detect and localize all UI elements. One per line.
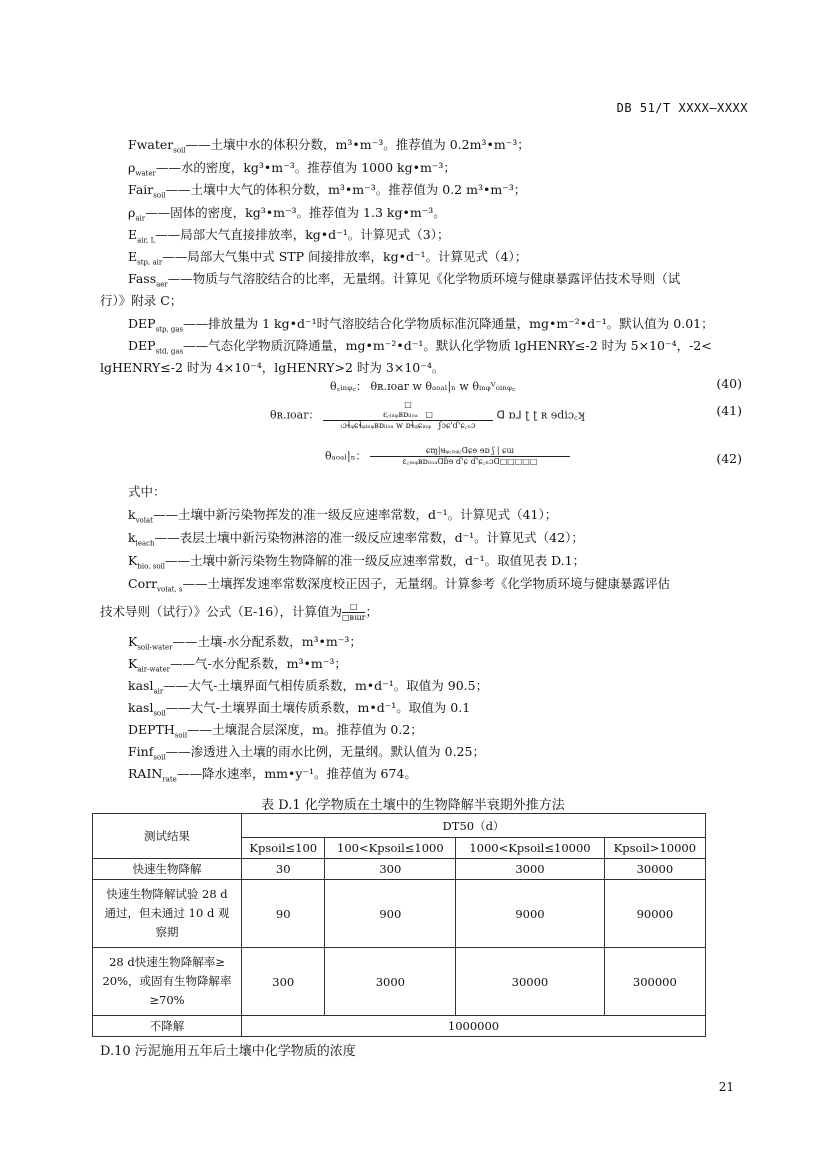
definition-text: ——气-水分配系数，m³•m⁻³；: [169, 656, 347, 671]
definition-line: [128, 160, 456, 176]
definition-text: ——土壤中大气的体积分数，m³•m⁻³。推荐值为 0.2 m³•m⁻³；: [165, 182, 527, 197]
definition-text: ——水的密度，kg³•m⁻³。推荐值为 1000 kg•m⁻³；: [155, 160, 456, 175]
row-label-line: 察期: [155, 925, 179, 939]
symbol: Finf: [128, 744, 154, 759]
symbol: Fwater: [128, 137, 174, 152]
definition-line: [128, 227, 449, 243]
symbol-subscript: soil: [174, 731, 188, 740]
corr-fraction: $\frac{□}{\text{□ʙɯr}}$: [342, 602, 366, 622]
equation-number-42: (42): [716, 451, 742, 466]
variable-line: [128, 744, 485, 760]
subheader: 100<Kpsoil≤1000: [325, 838, 456, 859]
cell: 300: [325, 859, 456, 880]
definition-text: ——土壤挥发速率常数深度校正因子，无量纲。计算参考《化学物质环境与健康暴露评估: [182, 576, 670, 591]
definition-text: ——表层土壤中新污染物淋溶的准一级反应速率常数，d⁻¹。计算见式（42）；: [154, 530, 584, 545]
symbol: DEPTH: [128, 722, 175, 737]
page-number: 21: [718, 1080, 734, 1094]
definition-line: [128, 137, 530, 153]
symbol-subscript: soil: [153, 191, 166, 200]
equation-42-numerator: ɕɱ|ʉᵩ꜀ₙᵩ꜀ᗡɕɘ ɘɒ ʃ | ɕɯ: [370, 446, 570, 457]
definition-line: [128, 249, 527, 265]
equation-40: θ꜀ᵢₙᵩ꜀： θʀ.ɪoar w θₐₒₐₗ|ₙ w θᵢₙᵩⱽₒᵢₙᵩ꜀: [330, 380, 516, 393]
symbol: E: [128, 227, 138, 242]
symbol: K: [128, 553, 138, 568]
cell: 300: [242, 948, 325, 1016]
symbol: kasl: [128, 678, 154, 693]
definition-line: [128, 316, 714, 332]
definition-text: ——排放量为 1 kg•d⁻¹时气溶胶结合化学物质标准沉降通量，mg•m⁻²•d⁻¹。默认值为 0.01；: [183, 316, 714, 331]
equation-41-fraction: □ ɛ꜀ᵢₙᵩʙɒᵢₗₒₐ □ ₜɔɬᵩɕɬᵩᵢₙᵩʙɒᵢₗₒₐ w ɒɬᵩɕᵢₙᵩ ʄɔɕ'ɗ'ɕ꜀ₙɔ: [323, 400, 493, 431]
cell: 3000: [456, 859, 605, 880]
doc-header: DB 51/T XXXX—XXXX: [616, 101, 748, 115]
cell: 3000: [325, 948, 456, 1016]
symbol: Fass: [128, 271, 157, 286]
symbol: DEP: [128, 338, 156, 353]
definition-line: [128, 271, 680, 287]
equation-41: [270, 400, 585, 431]
definition-text: ——固体的密度，kg³•m⁻³。推荐值为 1.3 kg•m⁻³。: [145, 205, 446, 220]
definition-text: ——土壤中水的体积分数，m³•m⁻³。推荐值为 0.2m³•m⁻³；: [185, 137, 530, 152]
symbol-subscript: soil: [153, 709, 166, 718]
symbol: kasl: [128, 700, 154, 715]
subheader: Kpsoil≤100: [242, 838, 325, 859]
variable-line: [128, 553, 585, 569]
symbol-subscript: water: [135, 169, 156, 178]
section-title: D.10 污泥施用五年后土壤中化学物质的浓度: [100, 1044, 356, 1059]
row-label-line: 通过，但未通过 10 d 观: [104, 906, 230, 920]
symbol-subscript: soil: [173, 146, 186, 155]
variable-line: [128, 766, 417, 782]
row-label-line: 20%，或固有生物降解率: [102, 974, 232, 988]
variable-line: [128, 656, 347, 672]
where-label: 式中：: [128, 484, 166, 499]
variable-line: [128, 576, 670, 592]
biodegradation-table: [92, 813, 706, 1037]
definition-text: ——土壤中新污染物挥发的准一级反应速率常数，d⁻¹。计算见式（41）；: [152, 507, 558, 522]
table-row: [93, 948, 706, 1016]
symbol-subscript: volat: [135, 516, 153, 525]
equation-number-40: (40): [716, 376, 742, 391]
symbol-subscript: leach: [135, 539, 155, 548]
symbol-subscript: rate: [162, 775, 177, 784]
variable-line: [128, 530, 584, 546]
symbol-subscript: air, L: [137, 236, 156, 245]
definition-continuation: lgHENRY≤-2 时为 4×10⁻⁴，lgHENRY>2 时为 3×10⁻⁴。: [100, 360, 445, 375]
col-header-test-result: 测试结果: [93, 814, 242, 859]
equation-41-rhs: ᗡ ɒ⅃ ʈ ʈ ʀ ɘdiɔ꜀ʞ: [496, 408, 585, 422]
row-label-line: ≥70%: [149, 993, 185, 1007]
symbol-subscript: air: [153, 687, 164, 696]
cell: 9000: [456, 880, 605, 948]
definition-text: ——降水速率，mm•y⁻¹。推荐值为 674。: [176, 766, 417, 781]
symbol: K: [128, 656, 138, 671]
symbol: Corr: [128, 576, 158, 591]
symbol-subscript: air: [135, 214, 146, 223]
equation-42: [325, 446, 570, 467]
definition-text: ——局部大气直接排放率，kg•d⁻¹。计算见式（3）；: [155, 227, 450, 242]
table-title: 表 D.1 化学物质在土壤中的生物降解半衰期外推方法: [261, 798, 565, 813]
subheader: Kpsoil>10000: [604, 838, 705, 859]
cell: 90: [242, 880, 325, 948]
definition-text: ——土壤中新污染物生物降解的准一级反应速率常数，d⁻¹。取值见表 D.1；: [165, 553, 586, 568]
symbol: k: [128, 507, 136, 522]
symbol-subscript: bio, soil: [137, 562, 166, 571]
definition-text: ——土壤混合层深度，m。推荐值为 0.2；: [187, 722, 423, 737]
row-label: 快速生物降解: [93, 859, 242, 880]
subheader: 1000<Kpsoil≤10000: [456, 838, 605, 859]
symbol: K: [128, 634, 138, 649]
symbol-subscript: soil-water: [137, 643, 173, 652]
cell: 1000000: [242, 1016, 706, 1037]
symbol-subscript: soil: [153, 753, 166, 762]
symbol: ρ: [128, 205, 136, 220]
definition-text: ——渗透进入土壤的雨水比例，无量纲。默认值为 0.25；: [165, 744, 485, 759]
equation-42-lhs: θₐₒₐₗ|ₙ：: [325, 449, 367, 463]
definition-line: [128, 182, 526, 198]
cell: 30000: [456, 948, 605, 1016]
symbol: RAIN: [128, 766, 163, 781]
row-label: 不降解: [93, 1016, 242, 1037]
symbol: k: [128, 530, 136, 545]
symbol-subscript: stp, gas: [155, 325, 184, 334]
row-label-line: 28 d快速生物降解率≥: [109, 955, 225, 969]
symbol-subscript: air-water: [137, 665, 170, 674]
definition-text: ——大气-土壤界面气相传质系数，m•d⁻¹。取值为 90.5；: [163, 678, 489, 693]
variable-line: [128, 700, 470, 716]
symbol: ρ: [128, 160, 136, 175]
cell: 300000: [604, 948, 705, 1016]
variable-line: [128, 507, 557, 523]
cell: 90000: [604, 880, 705, 948]
symbol: Fair: [128, 182, 154, 197]
equation-42-denominator: ɛ꜀ᵢₙᵩʙɒᵢₗₒₐᗡɓɘ ɗ'ɕ ɗ'ɕ꜀ₙɔᗡ□□□□□: [402, 457, 538, 466]
definition-continuation: 行）》附录 C；: [100, 293, 183, 308]
table-row: [93, 1016, 706, 1037]
definition-text: ——土壤-水分配系数，m³•m⁻³；: [172, 634, 362, 649]
cell: 30000: [604, 859, 705, 880]
symbol: DEP: [128, 316, 156, 331]
equation-number-41: (41): [716, 403, 742, 418]
table-row: [93, 859, 706, 880]
variable-line: [128, 722, 423, 738]
symbol-subscript: stp, air: [137, 258, 163, 267]
variable-continuation: 技术导则（试行）》公式（E-16），计算值为 $\frac{□}{\text{□ʙɯr}}$ ；: [100, 602, 378, 622]
symbol: E: [128, 249, 138, 264]
equation-42-fraction: [370, 446, 570, 467]
equation-41-lhs: θʀ.ɪoar：: [270, 408, 320, 422]
variable-line: [128, 634, 362, 650]
table-row: [93, 880, 706, 948]
row-label: [93, 880, 242, 948]
col-header-dt50: DT50（d）: [242, 814, 706, 838]
cell: 900: [325, 880, 456, 948]
symbol-subscript: aer: [156, 280, 168, 289]
definition-text: ——气态化学物质沉降通量，mg•m⁻²•d⁻¹。默认化学物质 lgHENRY≤-2 时为 5×10⁻⁴，-2<: [183, 338, 712, 353]
definition-line: [128, 205, 446, 221]
definition-text: ——物质与气溶胶结合的比率，无量纲。计算见《化学物质环境与健康暴露评估技术导则（试: [167, 271, 681, 286]
symbol-subscript: std, gas: [155, 347, 184, 356]
definition-text: ——大气-土壤界面土壤传质系数，m•d⁻¹。取值为 0.1: [165, 700, 471, 715]
variable-line: [128, 678, 488, 694]
cell: 30: [242, 859, 325, 880]
symbol-subscript: volat, s: [157, 585, 183, 594]
row-label: [93, 948, 242, 1016]
definition-line: [128, 338, 712, 354]
row-label-line: 快速生物降解试验 28 d: [106, 887, 228, 901]
definition-text: ——局部大气集中式 STP 间接排放率，kg•d⁻¹。计算见式（4）；: [162, 249, 528, 264]
